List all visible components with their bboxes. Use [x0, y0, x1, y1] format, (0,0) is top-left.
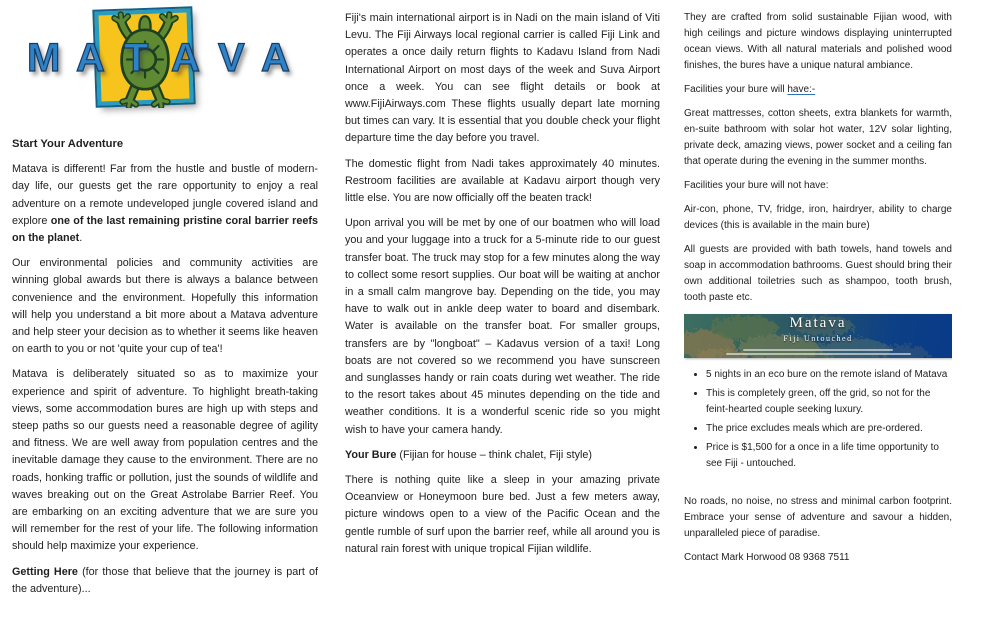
column-middle [345, 0, 660, 626]
banner-fine-print-line [726, 353, 911, 355]
banner-fine-print-line [743, 349, 893, 351]
paragraph-facilities-list: Great mattresses, cotton sheets, extra blankets for warmth, en-suite bathroom with solar hot water, 12V solar lighting, private deck, amazing views, power socket and a ceiling fan that operate during the evening in the summer months. [684, 108, 952, 167]
banner-subtitle: Fiji Untouched [783, 334, 853, 343]
matava-logo [12, 8, 312, 126]
paragraph-closing: No roads, no noise, no stress and minimal carbon footprint. Embrace your sense of adventure and savour a hidden, unparalleled piece of paradise. [684, 496, 952, 539]
getting-here-label: Getting Here [12, 565, 78, 578]
list-item: • Price is $1,500 for a once in a life time opportunity to see Fiji - untouched. [706, 440, 952, 472]
heading-your-bure [345, 447, 660, 464]
logo-letter: A [76, 36, 105, 80]
list-item: • The price excludes meals which are pre-ordered. [706, 421, 952, 437]
paragraph-text: Facilities your bure will [684, 84, 788, 95]
highlights-list [684, 367, 952, 472]
paragraph-getting-here [12, 564, 318, 598]
paragraph-bure-craft: They are crafted from solid sustainable Fijian wood, with high ceilings and picture windows displaying uninterrupted ocean views. With all natural materials and polished wood finishes, the bures have a unique natural ambiance. [684, 12, 952, 71]
logo-letter: A [171, 36, 200, 80]
facilities-have-underlined-text: have:- [787, 84, 816, 95]
paragraph-towels: All guests are provided with bath towels, hand towels and soap in accommodation bathrooms. Guest should bring their own additional toiletries such as shampoo, tooth brush, tooth paste etc. [684, 244, 952, 303]
paragraph-boat-transfer: Upon arrival you will be met by one of our boatmen who will load you and your luggage into a truck for a 5-minute ride to our guest transfer boat. The truck may stop for a few minutes along the way to collect some resort supplies. Our boat will be waiting at anchor in a small calm mangrove bay. Depending on the tide, you may have to walk out in ankle deep water to board and disembark. Water is available on the transfer boat. For smaller groups, transfers are by "longboat" – Kadavus version of a taxi! Long boats are not covered so we recommend you have sunscreen and sunglasses handy or rain coats during wet weather. The ride to the resort takes about 45 minutes depending on the tide and weather conditions. It is a wonderful scenic ride so you might wish to have your camera handy. [345, 217, 660, 436]
column-right [684, 0, 952, 626]
list-item: • This is completely green, off the grid, so not for the feint-hearted couple seeking luxury. [706, 386, 952, 418]
paragraph-text: . [79, 232, 83, 245]
banner-caption [684, 315, 952, 355]
logo-letter: A [261, 36, 290, 80]
paragraph-no-facilities-list: Air-con, phone, TV, fridge, iron, hairdryer, ability to charge devices (this is available in the main bure) [684, 204, 952, 231]
banner-title: Matava [789, 315, 847, 331]
paragraph-text: Matava is different! Far from the hustle and bustle of modern-day life, our guests get the rare opportunity to enjoy a real adventure on a remote undeveloped jungle covered island and explore [12, 163, 318, 227]
paragraph-environment: Our environmental policies and community activities are winning global awards but there is always a balance between convenience and the environment. Hopefully this information will help you understand a bit more about a Matava adventure and help steer your decision as to whether it seems like heaven on earth to you or not 'quite your cup of tea'! [12, 257, 318, 356]
reef-banner-image [684, 314, 952, 358]
paragraph-text: (Fijian for house – think chalet, Fiji style) [396, 448, 593, 461]
logo-letter: M [27, 36, 61, 80]
paragraph-facilities-not-have: Facilities your bure will not have: [684, 180, 829, 191]
paragraph-facilities-have [684, 82, 952, 98]
paragraph-airport: Fiji's main international airport is in Nadi on the main island of Viti Levu. The Fiji Airways local regional carrier is called Fiji Link and operates a once daily return flights to Kadavu Island from Nadi International Airport on most days of the week and Suva Airport once a week. You can see flight details or book at www.FijiAirways.com These flights usually depart late morning but times can vary. It is essential that you double check your flight departure time the day before you travel. [345, 12, 660, 145]
paragraph-bure-sleep: There is nothing quite like a sleep in your amazing private Oceanview or Honeymoon bure bed. Just a few meters away, picture windows open to a view of the Pacific Ocean and the gentle rumble of surf upon the barrier reef, while all around you is natural rain forest with unique tropical Fijian wildlife. [345, 474, 660, 555]
heading-start-your-adventure: Start Your Adventure [12, 138, 124, 150]
paragraph-domestic-flight: The domestic flight from Nadi takes approximately 40 minutes. Restroom facilities are available at Kadavu airport though very little else. You are now officially off the beaten track! [345, 157, 660, 205]
logo-letter: V [218, 36, 245, 80]
list-item: • 5 nights in an eco bure on the remote island of Matava [706, 367, 952, 383]
paragraph-intro [12, 161, 318, 247]
logo-letter: T [124, 36, 149, 80]
column-left [12, 0, 318, 626]
your-bure-label: Your Bure [345, 448, 397, 461]
paragraph-text: (for those that believe that the journey is part of the adventure)... [12, 565, 318, 595]
paragraph-bold-text: one of the last remaining pristine coral barrier reefs on the planet [12, 214, 318, 245]
paragraph-location: Matava is deliberately situated so as to maximize your experience and spirit of adventure. To highlight breath-taking views, some accommodation bures are high up with steps and steep paths so our guests need a reasonable degree of agility and fitness. We are well away from population centres and the inevitable damage they cause to the environment. There are no roads, honking traffic or pollution, just the sounds of wildlife and waves breaking out on the Great Astrolabe Barrier Reef. You are embarking on an exciting adventure that we are sure you will remember for the rest of your life. The following information should help maximize your experience. [12, 368, 318, 553]
contact-line: Contact Mark Horwood 08 9368 7511 [684, 552, 850, 563]
